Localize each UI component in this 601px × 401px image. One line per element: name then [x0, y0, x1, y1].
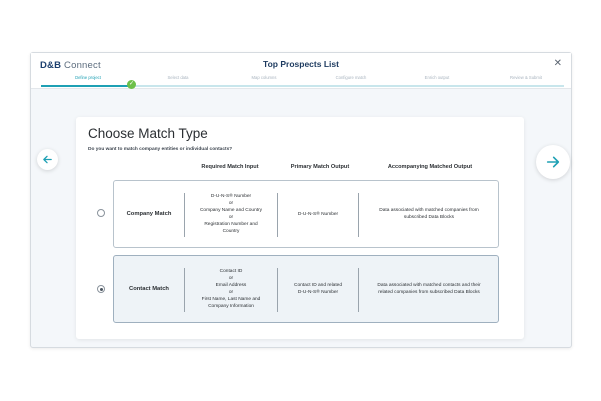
option-required-input: D-U-N-S® Number or Company Name and Country or Registration Number and Country — [199, 194, 263, 234]
column-header-input: Required Match Input — [201, 164, 259, 170]
back-button[interactable] — [37, 149, 58, 170]
progress-stepper — [41, 75, 564, 87]
progress-fill — [41, 85, 133, 88]
arrow-right-icon — [545, 154, 561, 170]
app-window — [30, 52, 572, 348]
section-heading: Choose Match Type — [88, 126, 208, 141]
radio-company-match[interactable] — [97, 209, 105, 217]
step-define-project[interactable]: Define project — [75, 75, 101, 80]
page-title: Top Prospects List — [263, 59, 339, 69]
step-enrich-output[interactable]: Enrich output — [424, 75, 450, 80]
radio-contact-match[interactable] — [97, 285, 105, 293]
option-name: Company Match — [126, 211, 172, 217]
option-accompanying-output: Data associated with matched contacts and their related companies from subscribed Data Blocks — [377, 283, 481, 295]
option-primary-output: D-U-N-S® Number — [297, 211, 339, 217]
top-bar — [31, 53, 571, 89]
brand-name: D&B — [40, 60, 62, 71]
close-icon[interactable]: ✕ — [553, 58, 562, 69]
check-icon: ✓ — [128, 81, 135, 87]
arrow-left-icon — [42, 154, 53, 165]
step-configure-match[interactable]: Configure match — [335, 75, 367, 80]
step-review-submit[interactable]: Review & Submit — [510, 75, 542, 80]
column-header-primary: Primary Match Output — [290, 164, 350, 170]
option-contact-match[interactable] — [113, 255, 499, 323]
step-select-data[interactable]: Select data — [167, 75, 189, 80]
step-map-columns[interactable]: Map columns — [251, 75, 277, 80]
column-header-accompanying: Accompanying Matched Output — [387, 164, 473, 170]
option-required-input: Contact ID or Email Address or First Name, Last Name and Company Information — [201, 269, 261, 309]
option-primary-output: Contact ID and related D-U-N-S® Number — [294, 283, 342, 295]
match-type-card — [76, 117, 524, 339]
option-name: Contact Match — [129, 286, 169, 292]
product-name: Connect — [64, 60, 101, 71]
next-button[interactable] — [536, 145, 570, 179]
option-company-match[interactable] — [113, 180, 499, 248]
option-accompanying-output: Data associated with matched companies from subscribed Data Blocks — [379, 208, 479, 220]
section-question: Do you want to match company entities or individual contacts? — [88, 147, 233, 152]
